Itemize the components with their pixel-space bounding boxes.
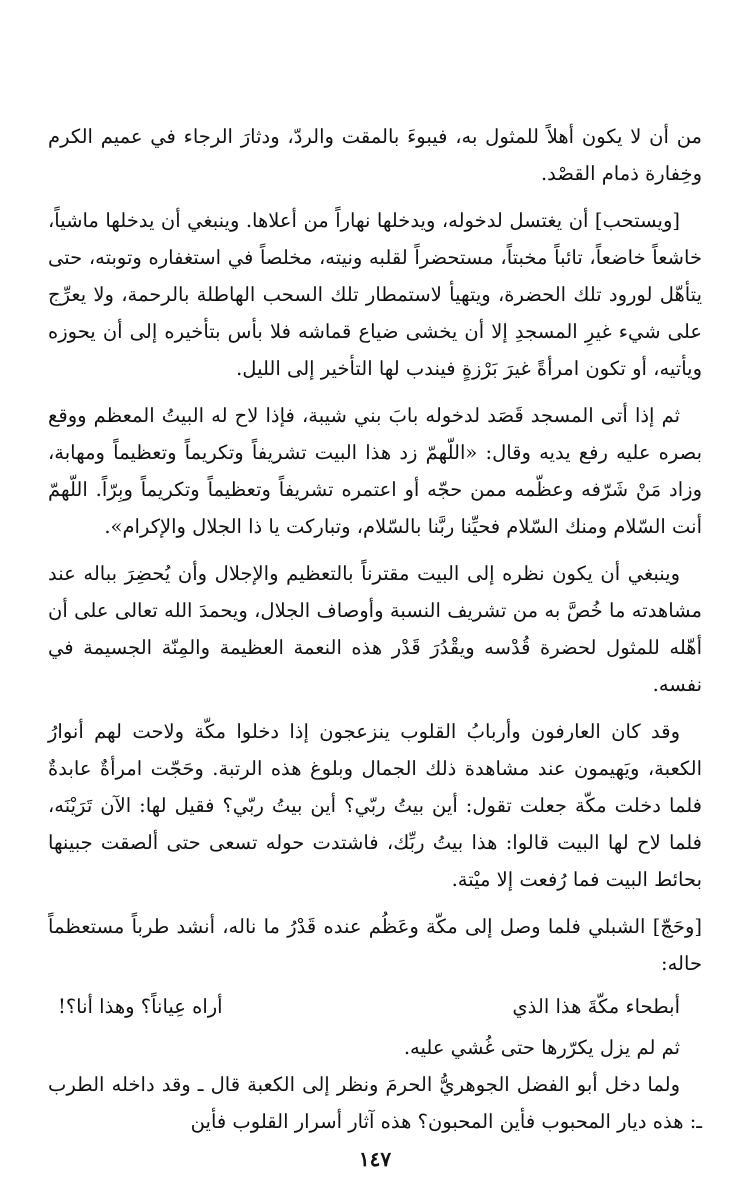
poem-verse	[48, 988, 702, 1025]
paragraph-5: وقد كان العارفون وأربابُ القلوب ينزعجون إذا دخلوا مكّة ولاحت لهم أنوارُ الكعبة، ويَهيمون عند مشاهدة ذلك الجمال وبلوغ هذه الرتبة. وحَجّت امرأةٌ عابدةٌ فلما دخلت مكّة جعلت تقول: أين بيتُ ربّي؟ أين بيتُ ربّي؟ فقيل لها: الآن تَرَيْنَه، فلما لاح لها البيت قالوا: هذا بيتُ ربِّك، فاشتدت حوله تسعى حتى ألصقت جبينها بحائط البيت فما رُفعت إلا ميْتة.	[48, 720, 702, 891]
paragraph-3: ثم إذا أتى المسجد قَصَد لدخوله بابَ بني شيبة، فإذا لاح له البيتُ المعظم ووقع بصره عليه رفع يديه وقال: «اللّهمّ زد هذا البيت تشريفاً وتكريماً وتعظيماً ومهابة، وزاد مَنْ شَرّفه وعظّمه ممن حجّه أو اعتمره تشريفاً وتعظيماً وتكريماً وبِرّاً. اللّهمّ أنت السّلام ومنك السّلام فحيِّنا ربَّنا بالسّلام، وتباركت يا ذا الجلال والإكرام».	[48, 404, 702, 538]
paragraph-6: [وحَجّ] الشبلي فلما وصل إلى مكّة وعَظُم عنده قَدْرُ ما ناله، أنشد طرباً مستعظماً حاله:	[48, 915, 702, 975]
paragraph-1: من أن لا يكون أهلاً للمثول به، فيبوءَ بالمقت والردّ، ودثارَ الرجاء في عميم الكرم وخِفارة ذمام القصْد.	[48, 125, 702, 185]
paragraph-8: ولما دخل أبو الفضل الجوهريُّ الحرمَ ونظر إلى الكعبة قال ـ وقد داخله الطرب ـ: هذه ديار المحبوب فأين المحبون؟ هذه آثار أسرار القلوب فأين	[48, 1073, 702, 1133]
page-number: ١٤٧	[358, 1147, 392, 1171]
body-text-continued	[48, 1029, 702, 1140]
body-text	[48, 118, 702, 982]
paragraph-2: [ويستحب] أن يغتسل لدخوله، ويدخلها نهاراً من أعلاها. وينبغي أن يدخلها ماشياً، خاشعاً خاضعاً، تائباً مخبتاً، مستحضراً لقلبه ونيته، مخلصاً في استغفاره وتوبته، حتى يتأهّل لورود تلك الحضرة، ويتهيأ لاستمطار تلك السحب الهاطلة بالرحمة، ولا يعرِّج على شيء غيرِ المسجدِ إلا أن يخشى ضياع قماشه فلا بأس بتأخيره إلى أن يحوزه ويأتيه، أو تكون امرأةً غيرَ بَرْزةٍ فيندب لها التأخير إلى الليل.	[48, 209, 702, 380]
verse-hemistich-second: أراه عِياناً؟ وهذا أنا؟!	[58, 995, 223, 1018]
verse-hemistich-first: أبطحاء مكّةَ هذا الذي	[512, 995, 680, 1018]
paragraph-7: ثم لم يزل يكرّرها حتى غُشي عليه.	[403, 1036, 680, 1059]
paragraph-4: وينبغي أن يكون نظره إلى البيت مقترناً بالتعظيم والإجلال وأن يُحضِرَ بباله عند مشاهدته ما خُصَّ به من تشريف النسبة وأوصاف الجلال، ويحمدَ الله تعالى على أن أهّله للمثول لحضرة قُدْسه ويقْدُرَ قَدْر هذه النعمة العظيمة والمِنّة الجسيمة في نفسه.	[48, 562, 702, 696]
